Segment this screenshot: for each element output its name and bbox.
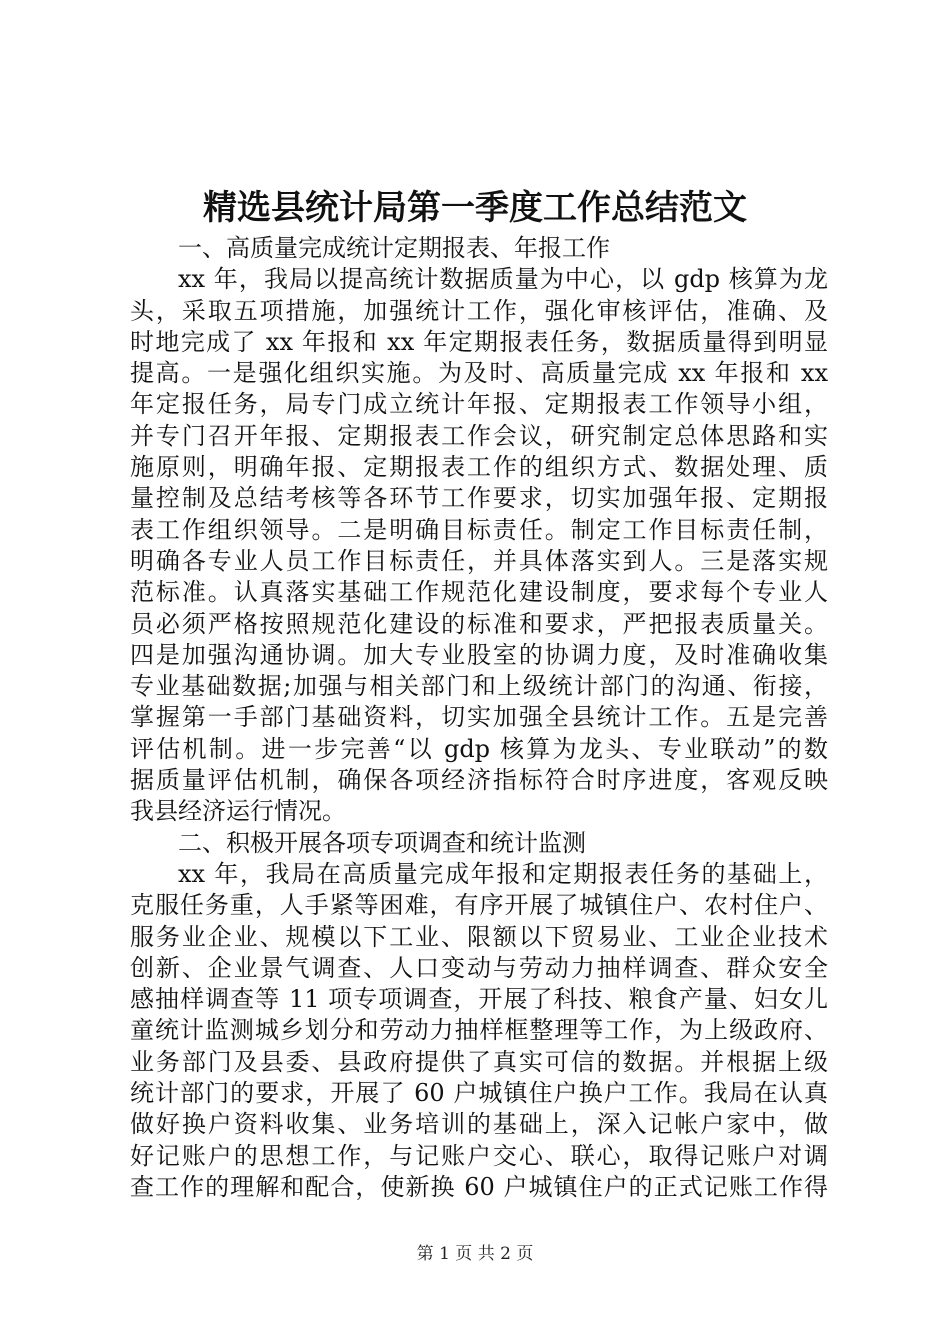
paragraph-line: 时地完成了 xx 年报和 xx 年定期报表任务，数据质量得到明显	[130, 327, 828, 356]
document-body	[130, 233, 828, 1203]
paragraph-line: 员必须严格按照规范化建设的标准和要求，严把报表质量关。	[130, 609, 828, 638]
paragraph-line: 明确各专业人员工作目标责任，并具体落实到人。三是落实规	[130, 546, 828, 575]
paragraph-line: 量控制及总结考核等各环节工作要求，切实加强年报、定期报	[130, 484, 828, 513]
paragraph-line: 年定报任务，局专门成立统计年报、定期报表工作领导小组，	[130, 390, 828, 419]
paragraph-line: 服务业企业、规模以下工业、限额以下贸易业、工业企业技术	[130, 922, 828, 951]
page-footer: 第 1 页 共 2 页	[416, 1244, 534, 1264]
paragraph-line: 表工作组织领导。二是明确目标责任。制定工作目标责任制，	[130, 515, 828, 544]
paragraph-line: 据质量评估机制，确保各项经济指标符合时序进度，客观反映	[130, 766, 828, 795]
paragraph-line: 做好换户资料收集、业务培训的基础上，深入记帐户家中，做	[130, 1110, 828, 1139]
paragraph-line: 专业基础数据;加强与相关部门和上级统计部门的沟通、衔接，	[130, 672, 828, 701]
paragraph-line: 四是加强沟通协调。加大专业股室的协调力度，及时准确收集	[130, 640, 828, 669]
paragraph-line: 并专门召开年报、定期报表工作会议，研究制定总体思路和实	[130, 421, 828, 450]
paragraph-line: 评估机制。进一步完善“以 gdp 核算为龙头、专业联动”的数	[130, 734, 828, 763]
paragraph-line: 我县经济运行情况。	[130, 797, 346, 826]
paragraph-line: 好记账户的思想工作，与记账户交心、联心，取得记账户对调	[130, 1141, 828, 1170]
document-title: 精选县统计局第一季度工作总结范文	[203, 188, 747, 228]
paragraph-line: 克服任务重，人手紧等困难，有序开展了城镇住户、农村住户、	[130, 891, 828, 920]
paragraph-line: 施原则，明确年报、定期报表工作的组织方式、数据处理、质	[130, 453, 828, 482]
paragraph-line: 创新、企业景气调查、人口变动与劳动力抽样调查、群众安全	[130, 953, 828, 982]
paragraph-line: 童统计监测城乡划分和劳动力抽样框整理等工作，为上级政府、	[130, 1016, 828, 1045]
paragraph-line: 查工作的理解和配合，使新换 60 户城镇住户的正式记账工作得	[130, 1172, 828, 1201]
paragraph-line: 感抽样调查等 11 项专项调查，开展了科技、粮食产量、妇女儿	[130, 985, 828, 1014]
section-heading: 二、积极开展各项专项调查和统计监测	[178, 828, 586, 857]
paragraph-line: xx 年，我局在高质量完成年报和定期报表任务的基础上，	[178, 859, 828, 888]
paragraph-line: 掌握第一手部门基础资料，切实加强全县统计工作。五是完善	[130, 703, 828, 732]
paragraph-line: 范标准。认真落实基础工作规范化建设制度，要求每个专业人	[130, 578, 828, 607]
section-heading: 一、高质量完成统计定期报表、年报工作	[178, 234, 610, 262]
paragraph-line: 头，采取五项措施，加强统计工作，强化审核评估，准确、及	[130, 296, 828, 325]
paragraph-line: xx 年，我局以提高统计数据质量为中心，以 gdp 核算为龙	[178, 265, 828, 294]
paragraph-line: 统计部门的要求，开展了 60 户城镇住户换户工作。我局在认真	[130, 1079, 828, 1108]
paragraph-line: 业务部门及县委、县政府提供了真实可信的数据。并根据上级	[130, 1047, 828, 1076]
paragraph-line: 提高。一是强化组织实施。为及时、高质量完成 xx 年报和 xx	[130, 359, 828, 388]
